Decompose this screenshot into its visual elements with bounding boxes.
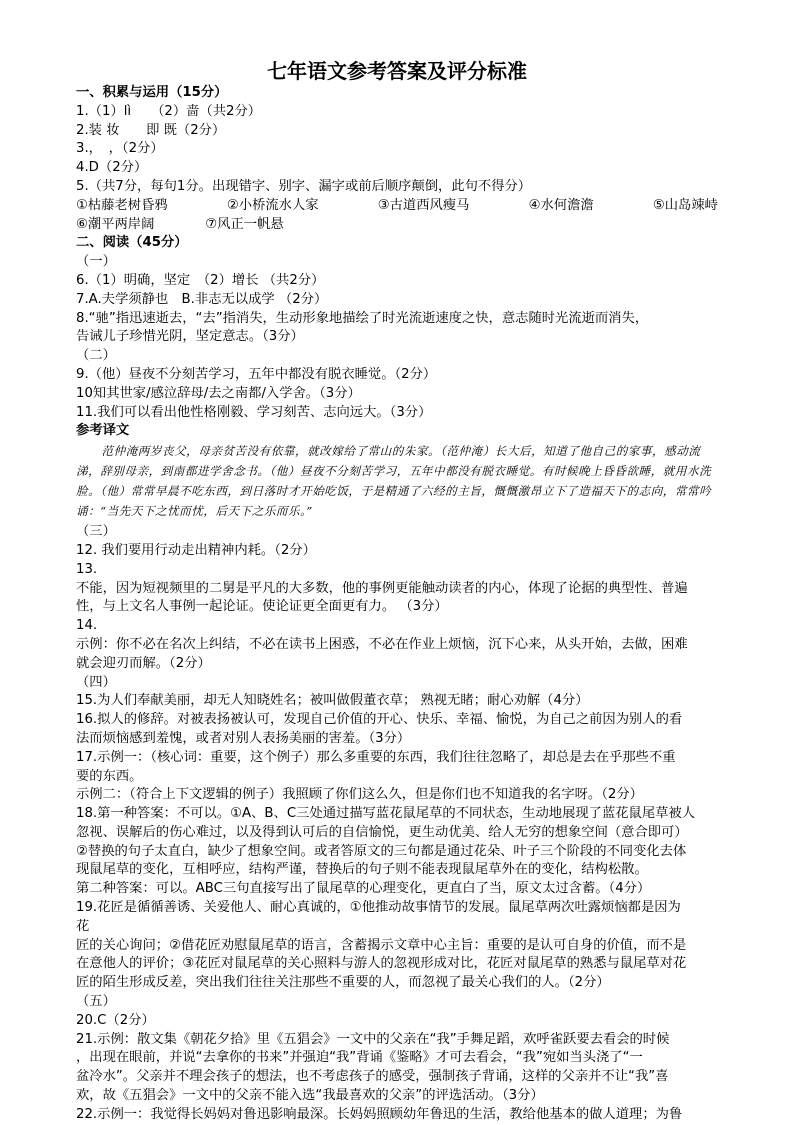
answer-q2: 2.装 妆 即 既（2分） [76, 122, 226, 138]
answer-q18-line: 第二种答案：可以。ABC三句直接写出了鼠尾草的心理变化，更直白了当，原文太过含蓄。（4分） [76, 881, 651, 897]
translation-heading: 参考译文 [76, 423, 130, 439]
q5-option: ④水何澹澹 [528, 197, 594, 213]
answer-q19-line: 19.花匠是循循善诱、关爱他人、耐心真诚的，①他推动故事情节的发展。鼠尾草两次吐露烦恼都是因为 [76, 900, 681, 916]
answer-q14-line: 就会迎刃而解。（2分） [76, 655, 211, 671]
answer-q19-line: 匠的陌生形成反差，突出我们往往关注那些不重要的人，而忽视了最关心我们的人。（2分） [76, 975, 610, 991]
q5-option: ⑦风正一帆悬 [205, 216, 284, 232]
answer-q4: 4.D（2分） [76, 160, 148, 176]
answer-q9: 9.（他）昼夜不分刻苦学习，五年中都没有脱衣睡觉。（2分） [76, 366, 437, 382]
answer-q18-line: 忽视、误解后的伤心难过，以及得到认可后的自信愉悦，更生动优美、给人无穷的想象空间（意合即可） [76, 824, 688, 840]
answer-q18-line: 现鼠尾草的变化，互相呼应，结构严谨，替换后的句子则不能表现鼠尾草外在的变化，结构松散。 [76, 862, 648, 878]
answer-q21-line: 欢，故《五猖会》一文中的父亲不能入选“我最喜欢的父亲”的评选活动。（3分） [76, 1088, 544, 1104]
answer-q19-line: 在意他人的评价；③花匠对鼠尾草的关心照料与游人的忽视形成对比，花匠对鼠尾草的熟悉与鼠尾草对花 [76, 956, 687, 972]
answer-q3: 3.， ，（2分） [76, 141, 164, 157]
page-title: 七年语文参考答案及评分标准 [267, 59, 527, 83]
subsection-1: （一） [76, 254, 116, 270]
answer-q8-line: 8.“驰”指迅速逝去，“去”指消失，生动形象地描绘了时光流逝速度之快，意志随时光流逝而消失， [76, 310, 649, 326]
answer-q16-line: 法而烦恼感到羞愧，或者对别人表扬美丽的害羞。（3分） [76, 730, 411, 746]
answer-q5-options-2 [76, 216, 718, 235]
q5-option: ①枯藤老树昏鸦 [76, 197, 168, 213]
answer-q15: 15.为人们奉献美丽，却无人知晓姓名；被叫做假董衣草； 熟视无睹；耐心劝解（4分） [76, 693, 589, 709]
q5-option: ⑤山岛竦峙 [652, 197, 718, 213]
answer-q13-line: 性，与上文名人事例一起论证。使论证更全面更有力。 （3分） [76, 599, 448, 615]
answer-q6: 6.（1）明确，坚定 （2）增长 （共2分） [76, 272, 325, 288]
section-heading-accumulation: 一、积累与运用（15分） [76, 85, 228, 100]
subsection-2: （二） [76, 348, 116, 364]
answer-q16-line: 16.拟人的修辞。对被表扬被认可，发现自己价值的开心、快乐、幸福、愉悦，为自己之前因为别人的看 [76, 712, 683, 728]
answer-q5: 5.（共7分，每句1分。出现错字、别字、漏字或前后顺序颠倒，此句不得分） [76, 178, 532, 194]
translation-text: 范仲淹两岁丧父，母亲贫苦没有依靠，就改嫁给了常山的朱家。（范仲淹）长大后，知道了他自己的家事，感动流涕，辞别母亲，到南都进学舍念书。（他）昼夜不分刻苦学习，五年中都没有脱衣睡觉。有时候晚上昏昏欲睡，就用水洗脸。（他）常常早晨不吃东西，到日落时才开始吃饭，于是精通了六经的主旨，慨慨激昂立下了造福天下的志向，常常吟诵：“当先天下之忧而忧，后天下之乐而乐。” [76, 444, 712, 519]
subsection-4: （四） [76, 674, 116, 690]
answer-q5-options [76, 197, 718, 216]
answer-q17-line: 示例二：（符合上下文逻辑的例子）我照顾了你们这么久，但是你们也不知道我的名字呀。（2分） [76, 787, 643, 803]
answer-q7: 7.A.夫学须静也 B.非志无以成学 （2分） [76, 291, 328, 307]
answer-q14-line: 示例：你不必在名次上纠结，不必在读书上困惑，不必在作业上烦恼，沉下心来，从头开始，去做，困难 [76, 636, 688, 652]
answer-q20: 20.C（2分） [76, 1012, 155, 1028]
subsection-3: （三） [76, 524, 116, 540]
answer-q17-line: 17.示例一：（核心词：重要，这个例子）那么多重要的东西，我们往往忽略了，却总是去在乎那些不重 [76, 749, 676, 765]
answer-q18-line: ②替换的句子太直白，缺少了想象空间。或者答原文的三句都是通过花朵、叶子三个阶段的不同变化去体 [76, 843, 687, 859]
answer-q17-line: 要的东西。 [76, 768, 143, 784]
subsection-5: （五） [76, 994, 116, 1010]
answer-q12: 12. 我们要用行动走出精神内耗。（2分） [76, 542, 316, 558]
answer-q18-line: 18.第一种答案：不可以。①A、B、C三处通过描写蓝花鼠尾草的不同状态，生动地展现了蓝花鼠尾草被人 [76, 806, 696, 822]
answer-q14-number: 14. [76, 618, 98, 634]
answer-q21-line: 21.示例：散文集《朝花夕拾》里《五猖会》一文中的父亲在“我”手舞足蹈，欢呼雀跃要去看会的时候 [76, 1031, 670, 1047]
answer-q19-line: 匠的关心询问；②借花匠劝慰鼠尾草的语言，含蓄揭示文章中心主旨：重要的是认可自身的价值，而不是 [76, 937, 687, 953]
answer-q21-line: 盆冷水”。父亲并不理会孩子的想法，也不考虑孩子的感受，强制孩子背诵，这样的父亲并不让“我”喜 [76, 1069, 669, 1085]
section-heading-reading: 二、阅读（45分） [76, 235, 188, 251]
q5-option: ③古道西风瘦马 [377, 197, 470, 213]
answer-q11: 11.我们可以看出他性格刚毅、学习刻苦、志向远大。（3分） [76, 404, 432, 420]
answer-q1: 1.（1）lì （2）啬（共2分） [76, 103, 262, 119]
answer-q19-line: 花 [76, 918, 90, 934]
q5-option: ⑥潮平两岸阔 [76, 216, 155, 232]
answer-q10: 10知其世家/感泣辞母/去之南都/入学舍。（3分） [76, 385, 361, 401]
answer-q21-line: ，出现在眼前，并说“去拿你的书来”并强迫“我”背诵《鉴略》才可去看会，“我”宛如当头浇了“一 [76, 1050, 643, 1066]
answer-q22-line: 22.示例一：我觉得长妈妈对鲁迅影响最深。长妈妈照顾幼年鲁迅的生活，教给他基本的做人道理；为鲁 [76, 1106, 683, 1122]
q5-option: ②小桥流水人家 [226, 197, 319, 213]
answer-content [76, 84, 718, 1125]
answer-q8-line: 告诫儿子珍惜光阴，坚定意志。（3分） [76, 329, 304, 345]
answer-q13-line: 不能，因为短视频里的二舅是平凡的大多数，他的事例更能触动读者的内心，体现了论据的典型性、普遍 [76, 580, 688, 596]
answer-q13-number: 13. [76, 561, 98, 577]
